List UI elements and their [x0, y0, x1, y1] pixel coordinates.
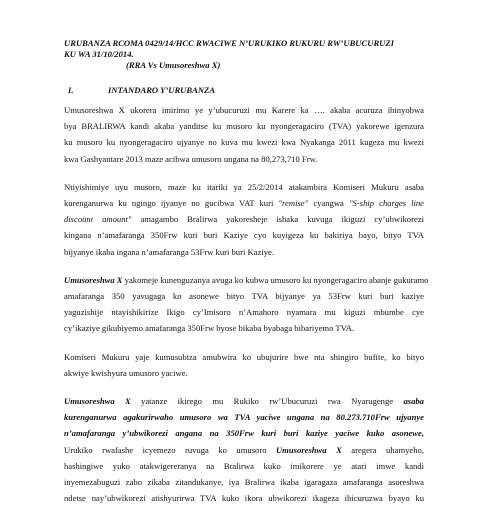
p5-line [64, 425, 424, 441]
p3-line: yaguzishije ntayishikirize Ikigo cy’Imisoro n’Amahoro nyamara mu kiguzi mbumbe cye [64, 307, 424, 318]
p1-line: Umusoreshwa X ukorera imirimo ye y’ubucuruzi mu Karere ka …. akaba acuruza ibinyobwa [64, 105, 424, 115]
p3-line: cy’ikaziye gikubiyemo amafaranga 350Frw byose bikaba byabaga bibariyemo TVA. [64, 323, 355, 334]
p1-line: bya BRALIRWA kandi akaba yanditse ku musoro ku nyongeragaciro (TVA) yakorewe igenzura [64, 121, 424, 132]
p2-line: Ntiyishimiye uyu musoro, maze ku itariki ya 25/2/2014 atakambira Komiseri Mukuru asaba [64, 181, 424, 192]
p2-text: kurenganurwa ku ngingo ijyanye no gucibwa VAT kuri [64, 198, 279, 209]
section-title-text: INTANDARO Y’URUBANZA [108, 85, 216, 95]
p5-bold-text: asaba [403, 396, 424, 407]
p5-line: kurenganurwa agakurirwaho umusoro wa TVA yaciwe ungana na 80.273.710Frw ujyanye [64, 412, 424, 423]
section-title [64, 85, 424, 95]
p5-bold-text: n’amafaranga y’ubwikorezi angana na 350Frw kuri buri kaziye yaciwe kuko [64, 428, 385, 439]
p2-text: amagambo Bralirwa yakoresheje ishaka kuvuga ikiguzi cy’ubwikorezi [131, 214, 424, 225]
p2-text: cyangwa [308, 198, 349, 209]
p2-line: bijyanye ikaba ingana n’amafaranga 53Frw kuri buri Kaziye. [64, 246, 274, 257]
p2-line [64, 195, 424, 211]
p5-bold-text: asonewe, [384, 428, 424, 439]
p5-line [64, 393, 424, 409]
p5-text: yatanze ikirego mu Rukiko rw’Ubucuruzi rwa Nyarugenge [130, 396, 404, 407]
p5-line [64, 442, 424, 458]
p1-line: ku musoro ku nyongeragaciro ujyanye no kuva mu kwezi kwa Nyakanga 2011 kugeza mu kwezi [64, 137, 424, 148]
p2-quote-discount: discount amount" [64, 214, 132, 225]
p3-line [64, 272, 429, 288]
p4-line: Komiseri Mukuru yaje kumusubiza amubwira ko ubujurire bwe nta shingiro bufite, ko bityo [64, 351, 424, 362]
p2-quote-remise: "remise" [278, 198, 309, 209]
heading-line-3: (RRA Vs Umusoreshwa X) [126, 60, 221, 70]
p1-line: kwa Gashyantare 2013 maze acibwa umusoro ungana na 80,273,710 Frw. [64, 153, 318, 164]
p5-line: hashingiwe yuko atakwigereranya na Bralirwa kuko imikorere ye atari imwe kandi [64, 460, 424, 471]
paragraph-5 [64, 393, 424, 506]
document-page [64, 38, 429, 506]
document-heading [64, 38, 424, 71]
p4-line: akwiye kwishyura umusoro yaciwe. [64, 367, 188, 378]
p5-line: ndetse nay’ubwikorezi atishyurirwa TVA kuko ikora ubwikorezi ikageza ibicuruzwa byayo ku [64, 493, 424, 504]
paragraph-2 [64, 179, 424, 260]
paragraph-3 [64, 272, 429, 337]
p5-subject: Umusoreshwa X [275, 444, 342, 455]
paragraph-1 [64, 102, 424, 167]
p5-text: aregera uhamyeho, [341, 444, 424, 455]
p3-text: yakomeje kunenguzanya avuga ko kubwa umusoro ku nyongeragaciro abanje gukuramo [122, 274, 429, 285]
p5-text: Urukiko rwafashe icyemezo ruvuga ko umusoro [64, 444, 276, 455]
p2-line [64, 211, 424, 227]
heading-line-2: KU WA 31/10/2014. [64, 49, 134, 59]
p5-subject: Umusoreshwa X [64, 396, 131, 407]
p2-quote-sship: "S-ship charges line [348, 198, 424, 209]
heading-line-1: URUBANZA RCOMA 0429/14/HCC RWACIWE N’URUKIKO RUKURU RW’UBUCURUZI [64, 38, 394, 48]
p5-line: inyemezabuguzi zabo zikaba zitandukanye, iya Bralirwa ikaba igaragaza amafaranga asoreshwa [64, 477, 424, 488]
p3-subject: Umusoreshwa X [64, 274, 123, 285]
section-number: I. [68, 85, 74, 95]
p2-line: kingana n’amafaranga 350Frw kuri buri Kaziye cyo kuyigeza ku bakiriya bayo, bityo TVA [64, 230, 424, 241]
paragraph-4 [64, 349, 424, 381]
p3-line: amafaranga 350 yavugaga ko asonewe bityo TVA bijyanye ya 53Frw kuri buri kaziye [64, 291, 424, 302]
